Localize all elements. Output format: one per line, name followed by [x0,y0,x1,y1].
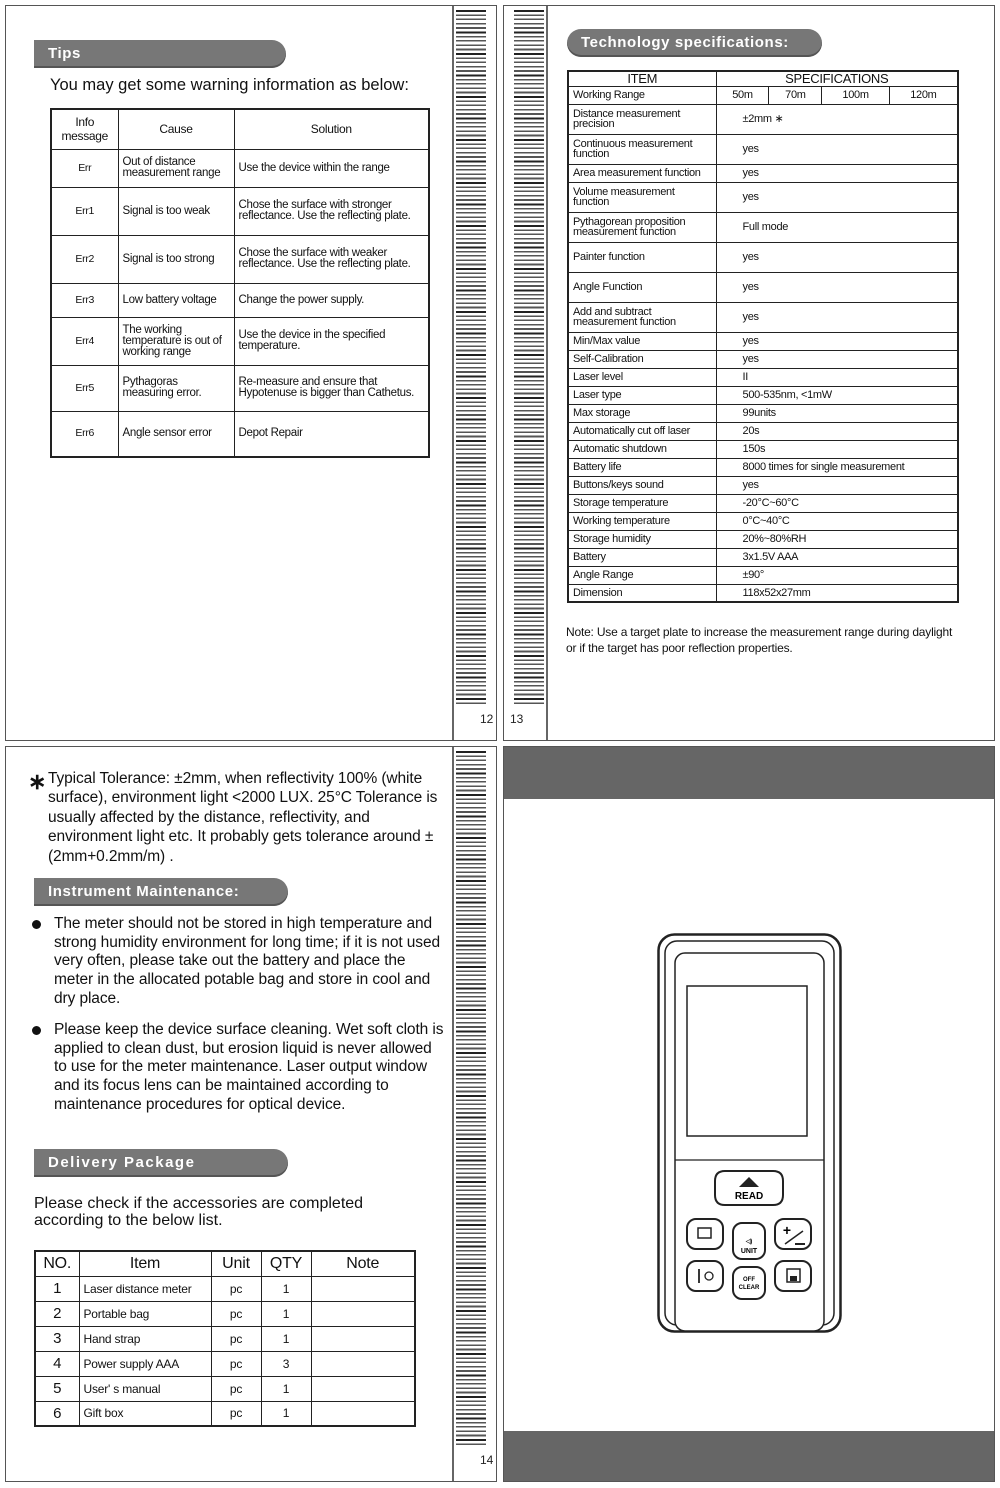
spec-item: Max storage [568,404,716,422]
spec-row [568,494,958,512]
spec-item: Dimension [568,584,716,602]
spec-row [568,440,958,458]
spec-value: yes [716,350,958,368]
error-cause: Out of distance measurement range [118,149,234,187]
spec-row [568,272,958,302]
header-no: NO. [35,1251,79,1276]
spec-row [568,134,958,164]
spec-value: yes [716,272,958,302]
spec-value: yes [716,164,958,182]
spec-row [568,476,958,494]
spec-item: Volume measurement function [568,182,716,212]
delivery-qty: 1 [261,1401,311,1426]
bottom-grey-band [504,1431,994,1481]
spec-banner: Technology specifications: [567,29,822,57]
spec-row [568,458,958,476]
header-solution: Solution [234,109,429,149]
spec-row [568,212,958,242]
error-solution: Chose the surface with weaker reflectance. Use the reflecting plate. [234,235,429,283]
page-ruler [452,6,496,740]
spec-value: yes [716,332,958,350]
spec-item: Storage temperature [568,494,716,512]
error-cause: Angle sensor error [118,411,234,457]
spec-note: Note: Use a target plate to increase the measurement range during daylight or if the target has poor reflection properties. [566,625,953,655]
spec-item: Angle Range [568,566,716,584]
error-code: Err [51,149,118,187]
spec-value: 0°C~40°C [716,512,958,530]
spec-item: Storage humidity [568,530,716,548]
spec-item: Painter function [568,242,716,272]
error-cause: Pythagoras measuring error. [118,365,234,411]
bullet-icon [32,1026,41,1035]
range-value: 120m [889,86,958,104]
delivery-note [311,1401,415,1426]
tips-table [50,108,430,458]
delivery-row [35,1401,415,1426]
page-12 [5,5,497,741]
error-solution: Depot Repair [234,411,429,457]
header-item: Item [79,1251,211,1276]
header-unit: Unit [211,1251,261,1276]
spec-item: Continuous measurement function [568,134,716,164]
spec-value: 118x52x27mm [716,584,958,602]
spec-item: Pythagorean proposition measurement function [568,212,716,242]
spec-item: Automatically cut off laser [568,422,716,440]
range-value: 70m [769,86,822,104]
spec-item: Area measurement function [568,164,716,182]
header-item: ITEM [568,71,716,86]
off-label: OFF [743,1277,755,1283]
error-solution: Change the power supply. [234,283,429,317]
spec-row [568,548,958,566]
clear-label: CLEAR [738,1285,760,1291]
top-grey-band [504,747,994,799]
header-specifications: SPECIFICATIONS [716,71,958,86]
delivery-qty: 1 [261,1276,311,1301]
spec-value: yes [716,302,958,332]
error-cause: The working temperature is out of working range [118,317,234,365]
spec-value: 8000 times for single measurement [716,458,958,476]
page-ruler [452,747,496,1481]
spec-item: Working Range [568,86,716,104]
spec-value: 20%~80%RH [716,530,958,548]
delivery-item: Power supply AAA [79,1351,211,1376]
tips-intro: You may get some warning information as below: [50,76,409,94]
spec-row [568,182,958,212]
page-ruler [504,6,548,740]
delivery-no: 1 [35,1276,79,1301]
spec-value: Full mode [716,212,958,242]
spec-row [568,386,958,404]
spec-item: Add and subtract measurement function [568,302,716,332]
delivery-no: 4 [35,1351,79,1376]
spec-row [568,332,958,350]
spec-value: 150s [716,440,958,458]
spec-row [568,566,958,584]
spec-table [567,70,959,603]
error-code: Err4 [51,317,118,365]
page-13 [503,5,995,741]
spec-value: yes [716,134,958,164]
delivery-no: 2 [35,1301,79,1326]
spec-value: yes [716,242,958,272]
delivery-row [35,1276,415,1301]
tips-header-row [51,109,429,149]
delivery-item: Portable bag [79,1301,211,1326]
tips-banner: Tips [34,40,286,68]
tips-row [51,149,429,187]
tips-row [51,283,429,317]
maintenance-banner: Instrument Maintenance: [34,878,288,906]
delivery-header-row [35,1251,415,1276]
spec-value: II [716,368,958,386]
error-code: Err1 [51,187,118,235]
header-qty: QTY [261,1251,311,1276]
range-value: 100m [822,86,889,104]
spec-value: 500-535nm, <1mW [716,386,958,404]
spec-item: Battery [568,548,716,566]
delivery-qty: 1 [261,1326,311,1351]
tips-row [51,365,429,411]
delivery-no: 5 [35,1376,79,1401]
delivery-note [311,1376,415,1401]
spec-row [568,164,958,182]
delivery-note [311,1301,415,1326]
spec-item: Working temperature [568,512,716,530]
page-number: 13 [510,712,524,726]
page-15 [503,746,995,1482]
error-solution: Re-measure and ensure that Hypotenuse is bigger than Cathetus. [234,365,429,411]
error-cause: Signal is too weak [118,187,234,235]
spec-row [568,584,958,602]
spec-row [568,368,958,386]
spec-row [568,512,958,530]
spec-item: Angle Function [568,272,716,302]
range-value: 50m [716,86,769,104]
unit-label: UNIT [740,1248,758,1255]
spec-value: ±90° [716,566,958,584]
delivery-item: Gift box [79,1401,211,1426]
delivery-qty: 1 [261,1301,311,1326]
spec-item: Buttons/keys sound [568,476,716,494]
spec-value: 3x1.5V AAA [716,548,958,566]
page-number: 12 [480,712,494,726]
tips-row [51,317,429,365]
delivery-note [311,1326,415,1351]
svg-text:+: + [782,1222,792,1238]
delivery-row [35,1351,415,1376]
spec-row [568,350,958,368]
spec-item: Min/Max value [568,332,716,350]
bullet-icon [32,920,41,929]
spec-item: Automatic shutdown [568,440,716,458]
spec-value: yes [716,182,958,212]
tolerance-text: Typical Tolerance: ±2mm, when reflectivity 100% (white surface), environment light <2000 LUX. 25°C Tolerance is usually affected by the distance, reflectivity, and environment light etc. It probably gets tolerance around ± (2mm+0.2mm/m) . [48,770,438,865]
delivery-unit: pc [211,1326,261,1351]
spec-item: Distance measurement precision [568,104,716,134]
delivery-no: 6 [35,1401,79,1426]
spec-row [568,530,958,548]
error-code: Err2 [51,235,118,283]
spec-row [568,302,958,332]
error-cause: Low battery voltage [118,283,234,317]
delivery-qty: 3 [261,1351,311,1376]
error-cause: Signal is too strong [118,235,234,283]
header-cause: Cause [118,109,234,149]
delivery-unit: pc [211,1301,261,1326]
svg-text:◁): ◁) [745,1239,753,1245]
delivery-row [35,1301,415,1326]
error-solution: Chose the surface with stronger reflectance. Use the reflecting plate. [234,187,429,235]
tips-row [51,187,429,235]
header-info: Info message [51,109,118,149]
delivery-unit: pc [211,1276,261,1301]
delivery-table [34,1250,416,1427]
spec-value: ±2mm ∗ [716,104,958,134]
spec-item: Battery life [568,458,716,476]
delivery-no: 3 [35,1326,79,1351]
delivery-row [35,1326,415,1351]
header-note: Note [311,1251,415,1276]
error-code: Err6 [51,411,118,457]
spec-item: Self-Calibration [568,350,716,368]
maintenance-item: The meter should not be stored in high temperature and strong humidity environment for long time; if it is not used very often, please take out the battery and place the meter in the allocated potable bag and store in cool and dry place. [32,915,444,1009]
delivery-item: Laser distance meter [79,1276,211,1301]
spec-value: 99units [716,404,958,422]
delivery-banner: Delivery Package [34,1149,288,1177]
delivery-row [35,1376,415,1401]
page-number: 14 [480,1453,494,1467]
delivery-intro: Please check if the accessories are completed according to the below list. [34,1195,364,1229]
spec-header-row [568,71,958,86]
spec-row [568,404,958,422]
laser-meter-illustration [657,933,842,1333]
delivery-qty: 1 [261,1376,311,1401]
read-label: READ [734,1191,764,1202]
delivery-item: User' s manual [79,1376,211,1401]
error-code: Err5 [51,365,118,411]
delivery-unit: pc [211,1351,261,1376]
spec-row [568,422,958,440]
delivery-unit: pc [211,1376,261,1401]
spec-row-working-range [568,86,958,104]
error-code: Err3 [51,283,118,317]
spec-row [568,242,958,272]
tips-row [51,411,429,457]
spec-item: Laser type [568,386,716,404]
spec-value: 20s [716,422,958,440]
delivery-note [311,1276,415,1301]
maintenance-item: Please keep the device surface cleaning. Wet soft cloth is applied to clean dust, but erosion liquid is never allowed to use for the meter maintenance. Laser output window and its focus lens can be maintained according to maintenance procedures for optical device. [32,1021,444,1115]
spec-value: yes [716,476,958,494]
spec-value: -20°C~60°C [716,494,958,512]
delivery-item: Hand strap [79,1326,211,1351]
spec-row [568,104,958,134]
delivery-unit: pc [211,1401,261,1426]
error-solution: Use the device in the specified temperature. [234,317,429,365]
error-solution: Use the device within the range [234,149,429,187]
page-14 [5,746,497,1482]
tolerance-star: ∗ [28,769,47,794]
spec-item: Laser level [568,368,716,386]
delivery-note [311,1351,415,1376]
tips-row [51,235,429,283]
